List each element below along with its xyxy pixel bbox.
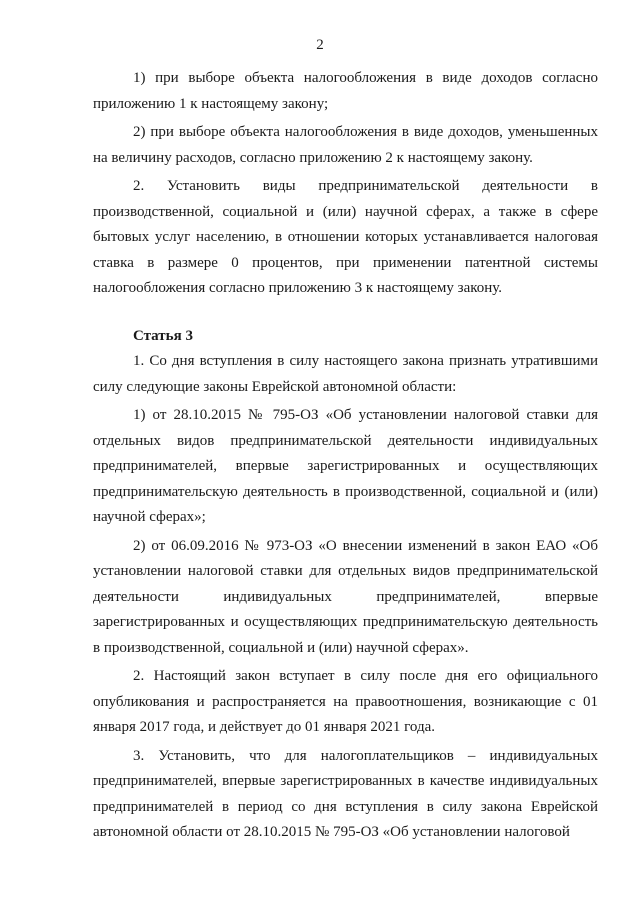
repealed-law-1: 1) от 28.10.2015 № 795-ОЗ «Об установлении налоговой ставки для отдельных видов предпринимательской деятельности индивидуальных предпринимателей, впервые зарегистрированных и осуществляющих предпринимательскую деятельность в производственной, социальной и (или) научной сферах»; [93,407,598,525]
repealed-law-2: 2) от 06.09.2016 № 973-ОЗ «О внесении изменений в закон ЕАО «Об установлении налоговой ставки для отдельных видов предпринимательской деятельности индивидуальных предпринимателей, впервые зарегистрированных и осуществляющих предпринимательскую деятельность в производственной, социальной и (или) научной сферах». [93,537,598,656]
article-paragraph-3: 3. Установить, что для налогоплательщиков – индивидуальных предпринимателей, впервые зарегистрированных в качестве индивидуальных предпринимателей в период со дня вступления в силу закона Еврейской автономной области от 28.10.2015 № 795-ОЗ «Об установлении налоговой [93,747,598,840]
article-paragraph-1: 1. Со дня вступления в силу настоящего закона признать утратившими силу следующие законы Еврейской автономной области: [93,353,598,395]
article-heading: Статья 3 [133,327,193,344]
list-item-2: 2) при выборе объекта налогообложения в виде доходов, уменьшенных на величину расходов, согласно приложению 2 к настоящему закону. [93,124,598,166]
list-item-1: 1) при выборе объекта налогообложения в виде доходов согласно приложению 1 к настоящему закону; [93,70,598,112]
article-paragraph-2: 2. Настоящий закон вступает в силу после дня его официального опубликования и распространяется на правоотношения, возникающие с 01 января 2017 года, и действует до 01 января 2021 года. [93,668,598,735]
document-body [93,66,598,846]
paragraph-point-2: 2. Установить виды предпринимательской деятельности в производственной, социальной и (или) научной сферах, а также в сфере бытовых услуг населению, в отношении которых устанавливается налоговая ставка в размере 0 процентов, при применении патентной системы налогообложения согласно приложению 3 к настоящему закону. [93,178,598,296]
page-number: 2 [316,37,324,53]
